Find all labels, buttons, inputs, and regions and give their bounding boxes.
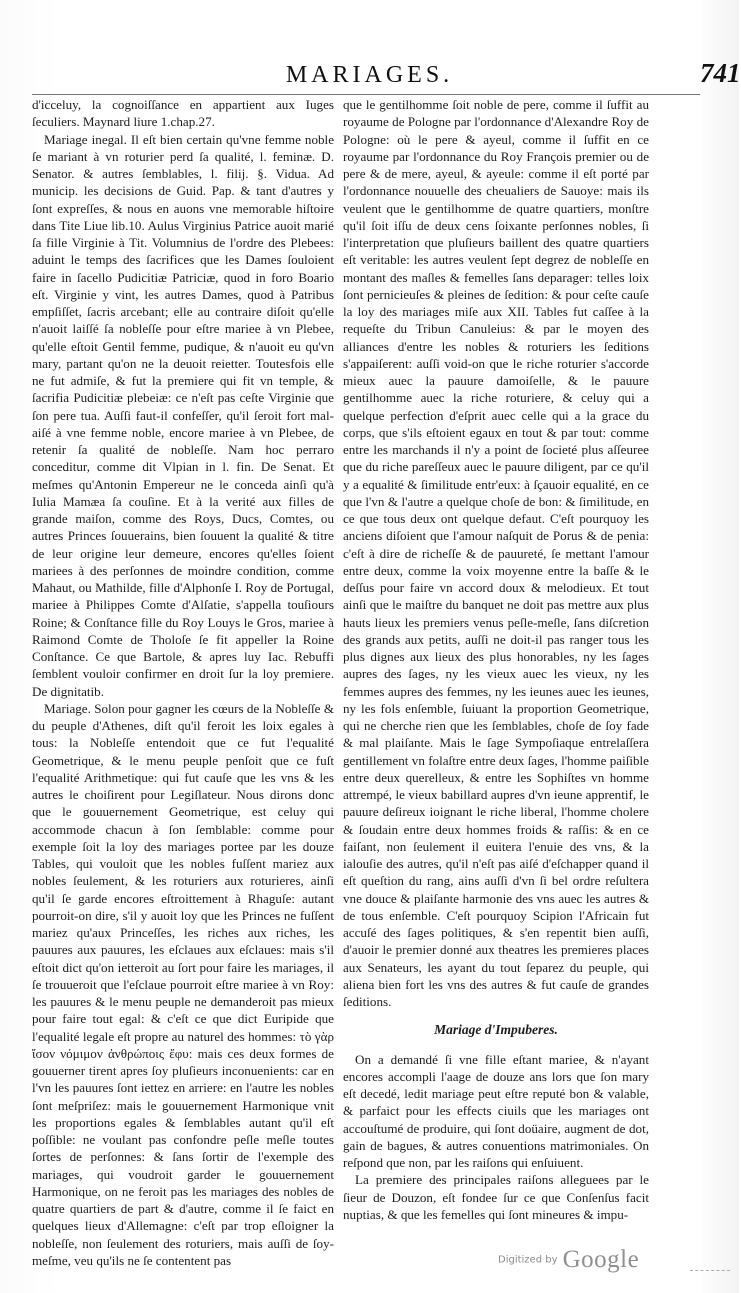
right-column — [343, 96, 649, 1226]
google-watermark — [498, 1246, 639, 1276]
right-paragraph-1: que le gentilhomme ſoit noble de pere, comme il ſuffit au royaume de Pologne par l'ordonnance d'Alexandre Roy de Pologne: où le pere & ayeul, comme il ſuffit en ce royaume par l'ordonnance du Roy François premier ou de pere & de mere, ayeul, & ayeule: comme il eſt porté par l'ordonnance nouuelle des cheualiers de Sauoye: mais ils veulent que le gentilhomme de quatre quartiers, monſtre qu'il ſoit iſſu de deux cens ſoixante perſonnes nobles, ſi l'interpretation que pluſieurs baillent des quatre quartiers eſt veritable: les autres veulent ſept degrez de nobleſſe en montant des maſles & femelles ſans deparager: telles loix ſont pernicieuſes & pleines de ſedition: & pour ceſte cauſe la loy des mariages miſe aux XII. Tables fut caſſee à la requeſte du Tribun Canuleius: & par le moyen des alliances d'entre les nobles & roturiers les ſeditions s'appaiſerent: auſſi void-on que le riche roturier s'accorde mieux auec la pauure damoiſelle, & le pauure gentilhomme auec la riche roturiere, & celuy qui a quelque perfection d'eſprit auec celle qui a la grace du corps, que s'ils eſtoient egaux en tout & par tout: comme entre les marchands il n'y a point de ſocieté plus aſſeuree que du riche pareſſeux auec le pauure diligent, par ce qu'il y a equalité & ſimilitude entr'eux: à ſçauoir equalité, en ce que l'vn & l'autre a quelque choſe de bon: & ſimilitude, en ce que tous deux ont quelque defaut. C'eſt pourquoy les anciens diſoient que l'amour naſquit de Porus & de penia: c'eſt à dire de richeſſe & de pauureté, ſe mettant l'amour entre deux, comme la voix moyenne entre la baſſe & le deſſus pour faire vn accord doux & melodieux. Et tout ainſi que le maiſtre du banquet ne doit pas mettre aux plus hauts lieux les premiers venus peſle-meſle, ſans diſcretion des grands aux petits, auſſi ne doit-il pas ranger tous les plus dignes aux lieux des plus honorables, ny les ſages aupres des ſages, ny les vieux auec les vieux, ny les femmes aupres des femmes, ny les ieunes auec les ieunes, ny les fols enſemble, ſuiuant la proportion Geometrique, qui ne cherche rien que les ſemblables, choſe de ſoy fade & mal plaiſante. Mais le ſage Sympoſiaque entrelaſſera gentillement vn folaſtre entre deux ſages, l'homme paiſible entre deux querelleux, & entre les Sophiſtes vn homme attrempé, le vieux babillard aupres d'vn ieune apprentif, le pauure deſireux ioignant le riche liberal, l'homme cholere & ſoudain entre deux hommes froids & raſſis: & en ce faiſant, non ſeulement il euitera l'enuie des vns, & la ialouſie des autres, qu'il n'eſt pas aiſé d'eſchapper quand il eſt queſtion du rang, ains auſſi d'vn ſi bel ordre reſultera vne douce & plaiſante harmonie des vns auec les autres & de tous enſemble. C'eſt pourquoy Scipion l'Africain fut accuſé des ſages politiques, & s'en repentit bien auſſi, d'auoir le premier donné aux theatres les premieres places aux Senateurs, les ayant du tout ſeparez du peuple, qui aliena bien fort les vns des autres & fut cauſe de grandes ſeditions. — [343, 97, 649, 1009]
running-head — [0, 58, 741, 92]
page-number: 741 — [700, 58, 741, 88]
left-paragraph-1: d'icceluy, la cognoiſſance en appartient aux Iuges ſeculiers. Maynard liure 1.chap.27. — [32, 97, 334, 130]
google-logo-icon: Google — [562, 1246, 640, 1273]
left-paragraph-3: Mariage. Solon pour gagner les cœurs de la Nobleſſe & du peuple d'Athenes, diſt qu'il feroit les loix egales à tous: la Nobleſſe entendoit que ce fut l'equalité Geometrique, & le menu peuple penſoit que ce fuſt l'equalité Arithmetique: qui fut cauſe que les vns & les autres le choiſirent pour Legiſlateur. Nous dirons donc que le gouuernement Geometrique, est celuy qui accommode chacun à ſon ſemblable: comme pour exemple ſoit la loy des mariages portee par les douze Tables, qui vouloit que les nobles fuſſent mariez aux nobles ſeulement, & les roturiers aux roturieres, ainſi qu'il ſe garde encores eſtroittement à Rhaguſe: autant pourroit-on dire, s'il y auoit loy que les Princes ne fuſſent mariez qu'aux Princeſſes, les riches aux riches, les pauures aux pauures, les eſclaues aux eſclaues: mais s'il eſtoit dict qu'on ietteroit au ſort pour faire les mariages, il ſe trouueroit que l'eſclaue pourroit eſtre mariee à vn Roy: les pauures & le menu peuple ne demanderoit pas mieux pour faire tout egal: & c'eſt ce que dict Euripide que l'equalité legale eſt propre au naturel des hommes: τὸ γὰρ ἴσον νόμιμον ἀνθρώποις ἔφυ: mais ces deux formes de gouuerner tirent apres ſoy pluſieurs inconuenients: car en l'vn les pauures ſont iettez en arriere: en l'autre les nobles ſont meſpriſez: mais le gouuernement Harmonique vnit les proportions egales & ſemblables autant qu'il eſt poſſible: ne voulant pas confondre peſle meſle toutes ſortes de perſonnes: & ſans ſortir de l'exemple des mariages, qui voudroit garder le gouuernement Harmonique, on ne feroit pas les mariages des nobles de quatre quartiers de part & d'autre, comme il ſe faict en quelques lieux d'Allemagne: c'eſt par trop eſloigner la nobleſſe, non ſeulement des roturiers, mais auſſi de ſoy-meſme, veu qu'ils ne ſe contentent pas — [32, 700, 334, 1268]
watermark-label: Digitized by — [498, 1254, 558, 1266]
header-rule — [32, 94, 700, 95]
section-heading: Mariage d'Impuberes. — [434, 1022, 558, 1038]
right-paragraph-2: On a demandé ſi vne fille eſtant mariee, & n'ayant encores accompli l'aage de douze ans lors que ſon mary eſt decedé, ledit mariage peut eſtre reputé bon & valable, & parfaict pour les effects ciuils que les mariages ont accouſtumé de produire, qui ſont doüaire, augment de dot, gain de bagues, & autres conuentions matrimoniales. On reſpond que non, par les raiſons qui enſuiuent. — [343, 1051, 649, 1170]
left-paragraph-2: Mariage inegal. Il eſt bien certain qu'vne femme noble ſe mariant à vn roturier perd ſa qualité, l. feminæ. D. Senator. & autres ſemblables, l. filij. §. Vidua. Ad municip. les decisions de Guid. Pap. & tant d'autres y ſont expreſſes, & nous en auons vne memorable hiſtoire dans Tite Liue lib.10. Aulus Virginius Patrice auoit marié ſa fille Virginie à Tit. Volumnius de l'ordre des Plebees: aduint le temps des ſacrifices que les Dames ſouloient faire in ſacello Pudicitiæ Patriciæ, quod in foro Boario eſt. Virginie y vint, les autres Dames, quod à Patribus empſiſſet, ſacris arcebant; elle au contraire diſoit qu'elle n'auoit laiſſé ſa nobleſſe pour eſtre mariee à vn Plebee, qu'elle eſtoit Gentil femme, pudique, & n'auoit eu qu'vn mary, partant qu'on ne la deuoit reietter. Toutesfois elle ne fut admiſe, & fut la premiere qui fit vn temple, & ſacrifia Pudicitiæ plebeiæ: ce n'eſt pas ceſte Virginie que ſon pere tua. Auſſi faut-il confeſſer, qu'il ſeroit fort mal-aiſé à vne femme noble, encore mariee à vn Plebee, de retenir ſa qualité de nobleſſe. Nam hoc perraro conceditur, comme dit Vlpian in l. fin. De Senat. Et meſmes qu'Antonin Empereur ne le conceda ainſi qu'à Iulia Mamæa ſa couſine. Et à la verité aux filles de grande maiſon, comme des Roys, Ducs, Comtes, ou autres Princes ſouuerains, bien ſouuent la qualité & titre de leur origine leur demeure, encores qu'elles ſoient mariees à des perſonnes de moindre condition, comme Mahaut, ou Mathilde, fille d'Alphonſe I. Roy de Portugal, mariee à Philippes Comte d'Alſatie, s'appella touſiours Roine; & Conſtance fille du Roy Louys le Gros, mariee à Raimond Comte de Tholoſe ſe fit appeller la Roine Conſtance. Ce que Bartole, & apres luy Iac. Rebuffi ſemblent vouloir confirmer en droit ſur la loy premiere. De dignitatib. — [32, 131, 334, 699]
right-paragraph-3: La premiere des principales raiſons alleguees par le ſieur de Douzon, eſt fondee ſur ce que Conſenſus facit nuptias, & que les femelles qui ſont mineures & impu- — [343, 1172, 649, 1222]
scan-edge-mark — [690, 1270, 730, 1275]
running-title: MARIAGES. — [285, 62, 454, 88]
left-column — [32, 96, 334, 1268]
